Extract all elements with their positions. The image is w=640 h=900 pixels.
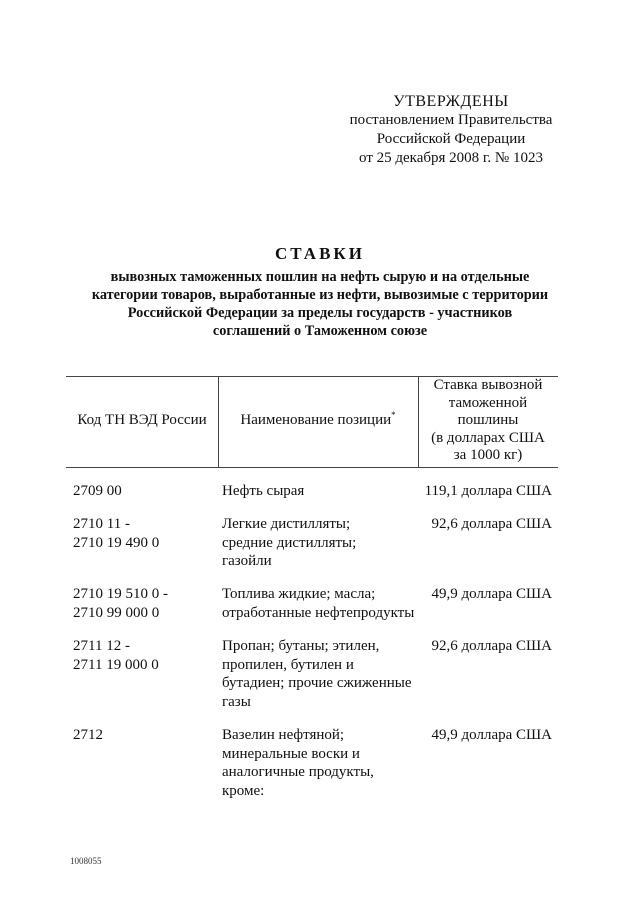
row-code-line: 2710 11 - <box>73 516 130 532</box>
row-code <box>73 515 213 552</box>
row-rate: 92,6 доллара США <box>431 638 552 654</box>
document-title: СТАВКИ <box>275 244 365 263</box>
subtitle-line-3: Российской Федерации за пределы государств - участников <box>127 305 513 321</box>
row-rate: 92,6 доллара США <box>431 516 552 532</box>
subtitle-line-4: соглашений о Таможенном союзе <box>212 323 428 339</box>
row-code-line: 2710 19 490 0 <box>73 534 160 551</box>
header-name-text: Наименование позиции <box>240 412 392 428</box>
approval-line-1: постановлением Правительства <box>349 112 553 128</box>
row-name-line: отработанные нефтепродукты <box>222 604 415 621</box>
row-code <box>73 585 213 622</box>
approval-line-2: Российской Федерации <box>376 131 526 147</box>
row-name-line: газойли <box>222 553 272 569</box>
table-header-bottom-rule <box>66 467 558 468</box>
row-name-line: кроме: <box>222 782 265 799</box>
row-code-line: 2711 19 000 0 <box>73 656 159 673</box>
header-rate <box>418 377 558 465</box>
approval-heading: УТВЕРЖДЕНЫ <box>393 93 509 110</box>
row-code <box>73 637 213 674</box>
header-rate-line-4: (в долларах США <box>431 429 545 446</box>
row-name-line: Нефть сырая <box>222 483 305 499</box>
row-code-line: 2709 00 <box>73 483 122 499</box>
row-name <box>222 482 418 501</box>
header-rate-line-2: таможенной <box>448 394 528 411</box>
row-name-line: Вазелин нефтяной; <box>222 727 345 743</box>
row-name <box>222 637 418 711</box>
header-rate-line-3: пошлины <box>457 412 519 428</box>
header-name <box>218 411 418 429</box>
approval-block <box>320 92 582 168</box>
header-rate-line-5: за 1000 кг) <box>453 447 523 463</box>
row-rate: 119,1 доллара США <box>424 483 552 499</box>
row-code <box>73 482 213 501</box>
subtitle-line-2: категории товаров, выработанные из нефти, вывозимые с территории <box>91 287 549 303</box>
row-code-line: 2710 19 510 0 - <box>73 586 168 602</box>
approval-line-3: от 25 декабря 2008 г. № 1023 <box>359 150 543 166</box>
row-rate: 49,9 доллара США <box>431 586 552 602</box>
row-code-line: 2711 12 - <box>73 638 130 654</box>
row-name-line: бутадиен; прочие сжиженные <box>222 675 412 691</box>
row-name-line: пропилен, бутилен и <box>222 656 354 673</box>
header-name-footnote-mark: * <box>391 410 396 420</box>
row-name-line: средние дистилляты; <box>222 534 357 551</box>
footer-doc-code: 1008055 <box>70 856 102 866</box>
row-name <box>222 515 418 571</box>
row-name-line: Пропан; бутаны; этилен, <box>222 638 380 654</box>
row-rate: 49,9 доллара США <box>431 727 552 743</box>
row-code-line: 2710 99 000 0 <box>73 604 160 621</box>
row-name <box>222 726 418 800</box>
document-subtitle <box>60 268 580 340</box>
row-name-line: минеральные воски и <box>222 745 360 762</box>
row-name-line: Топлива жидкие; масла; <box>222 586 376 602</box>
row-name-line: Легкие дистилляты; <box>222 516 351 532</box>
header-rate-line-1: Ставка вывозной <box>433 377 543 393</box>
header-code: Код ТН ВЭД России <box>77 412 207 428</box>
row-name-line: аналогичные продукты, <box>222 764 374 780</box>
row-name <box>222 585 418 622</box>
row-name-line: газы <box>222 693 251 710</box>
row-code <box>73 726 213 745</box>
row-code-line: 2712 <box>73 727 103 743</box>
subtitle-line-1: вывозных таможенных пошлин на нефть сырую и на отдельные <box>110 269 530 285</box>
